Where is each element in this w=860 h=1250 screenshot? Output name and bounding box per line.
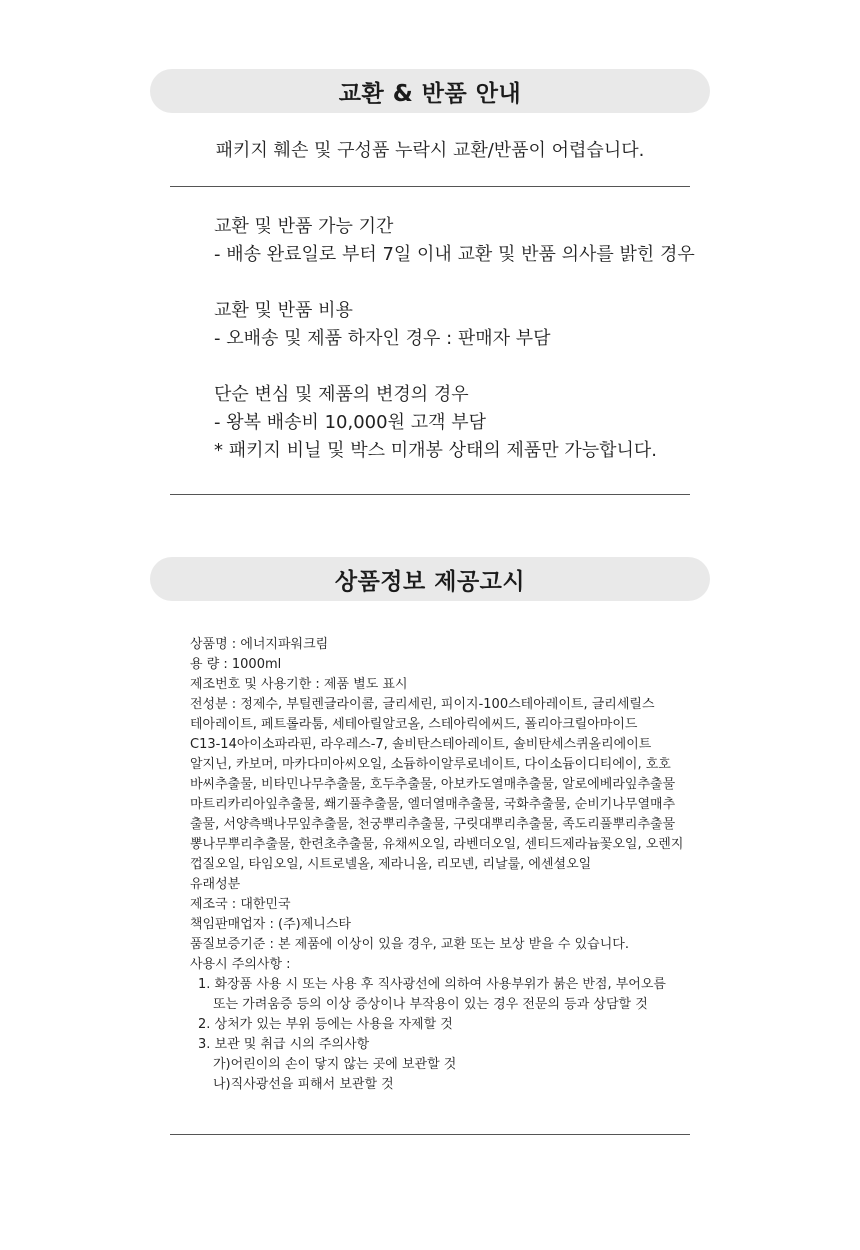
caution-subitem: 가)어린이의 손이 닿지 않는 곳에 보관할 것 <box>213 1057 457 1072</box>
ingredients-line: 바씨추출물, 비타민나무추출물, 호두추출물, 아보카도열매추출물, 알로에베라잎추출물 <box>190 777 676 792</box>
divider-middle <box>170 494 690 495</box>
ingredients-line: 마트리카리아잎추출물, 쐐기풀추출물, 엘더열매추출물, 국화추출물, 순비기나무열매추 <box>190 797 676 812</box>
quality-warranty: 품질보증기준 : 본 제품에 이상이 있을 경우, 교환 또는 보상 받을 수 있습니다. <box>190 937 629 952</box>
period-heading: 교환 및 반품 가능 기간 <box>214 216 394 237</box>
period-detail: - 배송 완료일로 부터 7일 이내 교환 및 반품 의사를 밝힌 경우 <box>214 244 695 265</box>
cautions-heading: 사용시 주의사항 : <box>190 957 291 972</box>
caution-item-continued: 또는 가려움증 등의 이상 증상이나 부작용이 있는 경우 전문의 등과 상담할 것 <box>213 997 648 1012</box>
product-info-title: 상품정보 제공고시 <box>334 568 526 595</box>
caution-item: 3. 보관 및 취급 시의 주의사항 <box>198 1037 370 1052</box>
ingredients-line: 전성분 : 정제수, 부틸렌글라이콜, 글리세린, 피이지-100스테아레이트, 글리세릴스 <box>190 697 655 712</box>
ingredients-line: 테아레이트, 페트롤라툼, 세테아릴알코올, 스테아릭에씨드, 폴리아크릴아마이드 <box>190 717 638 732</box>
responsible-seller: 책임판매업자 : (주)제니스타 <box>190 917 351 932</box>
origin-ingredient: 유래성분 <box>190 877 241 892</box>
exchange-return-title: 교환 & 반품 안내 <box>338 80 522 107</box>
change-heading: 단순 변심 및 제품의 변경의 경우 <box>214 384 469 405</box>
product-info-title-banner <box>150 557 710 601</box>
change-of-mind-block <box>214 381 695 465</box>
cost-detail: - 오배송 및 제품 하자인 경우 : 판매자 부담 <box>214 328 551 349</box>
ingredients-line: 뽕나무뿌리추출물, 한련초추출물, 유채씨오일, 라벤더오일, 센티드제라늄꽃오일, 오렌지 <box>190 837 684 852</box>
ingredients-line: C13-14아이소파라핀, 라우레스-7, 솔비탄스테아레이트, 솔비탄세스퀴올리에이트 <box>190 737 652 752</box>
change-detail: - 왕복 배송비 10,000원 고객 부담 <box>214 412 486 433</box>
cost-heading: 교환 및 반품 비용 <box>214 300 353 321</box>
product-info-list <box>190 635 684 1095</box>
cost-block <box>214 297 695 353</box>
ingredients-line: 출물, 서양측백나무잎추출물, 천궁뿌리추출물, 구릿대뿌리추출물, 족도리풀뿌리추출물 <box>190 817 676 832</box>
country-of-manufacture: 제조국 : 대한민국 <box>190 897 291 912</box>
exchange-policy <box>214 213 695 493</box>
product-volume: 용 량 : 1000ml <box>190 657 282 672</box>
package-damage-notice: 패키지 훼손 및 구성품 누락시 교환/반품이 어렵습니다. <box>215 140 645 161</box>
period-block <box>214 213 695 269</box>
caution-subitem: 나)직사광선을 피해서 보관할 것 <box>213 1077 394 1092</box>
change-note: * 패키지 비닐 및 박스 미개봉 상태의 제품만 가능합니다. <box>214 440 658 461</box>
product-name: 상품명 : 에너지파워크림 <box>190 637 329 652</box>
caution-item: 1. 화장품 사용 시 또는 사용 후 직사광선에 의하여 사용부위가 붉은 반점, 부어오름 <box>198 977 666 992</box>
ingredients-line: 알지닌, 카보머, 마카다미아씨오일, 소듐하이알루로네이트, 다이소듐이디티에이, 호호 <box>190 757 671 772</box>
caution-item: 2. 상처가 있는 부위 등에는 사용을 자제할 것 <box>198 1017 453 1032</box>
exchange-return-title-banner <box>150 69 710 113</box>
divider-bottom <box>170 1134 690 1135</box>
ingredients-line: 껍질오일, 타임오일, 시트로넬올, 제라니올, 리모넨, 리날룰, 에센셜오일 <box>190 857 592 872</box>
divider-top <box>170 186 690 187</box>
product-lot-expiry: 제조번호 및 사용기한 : 제품 별도 표시 <box>190 677 408 692</box>
